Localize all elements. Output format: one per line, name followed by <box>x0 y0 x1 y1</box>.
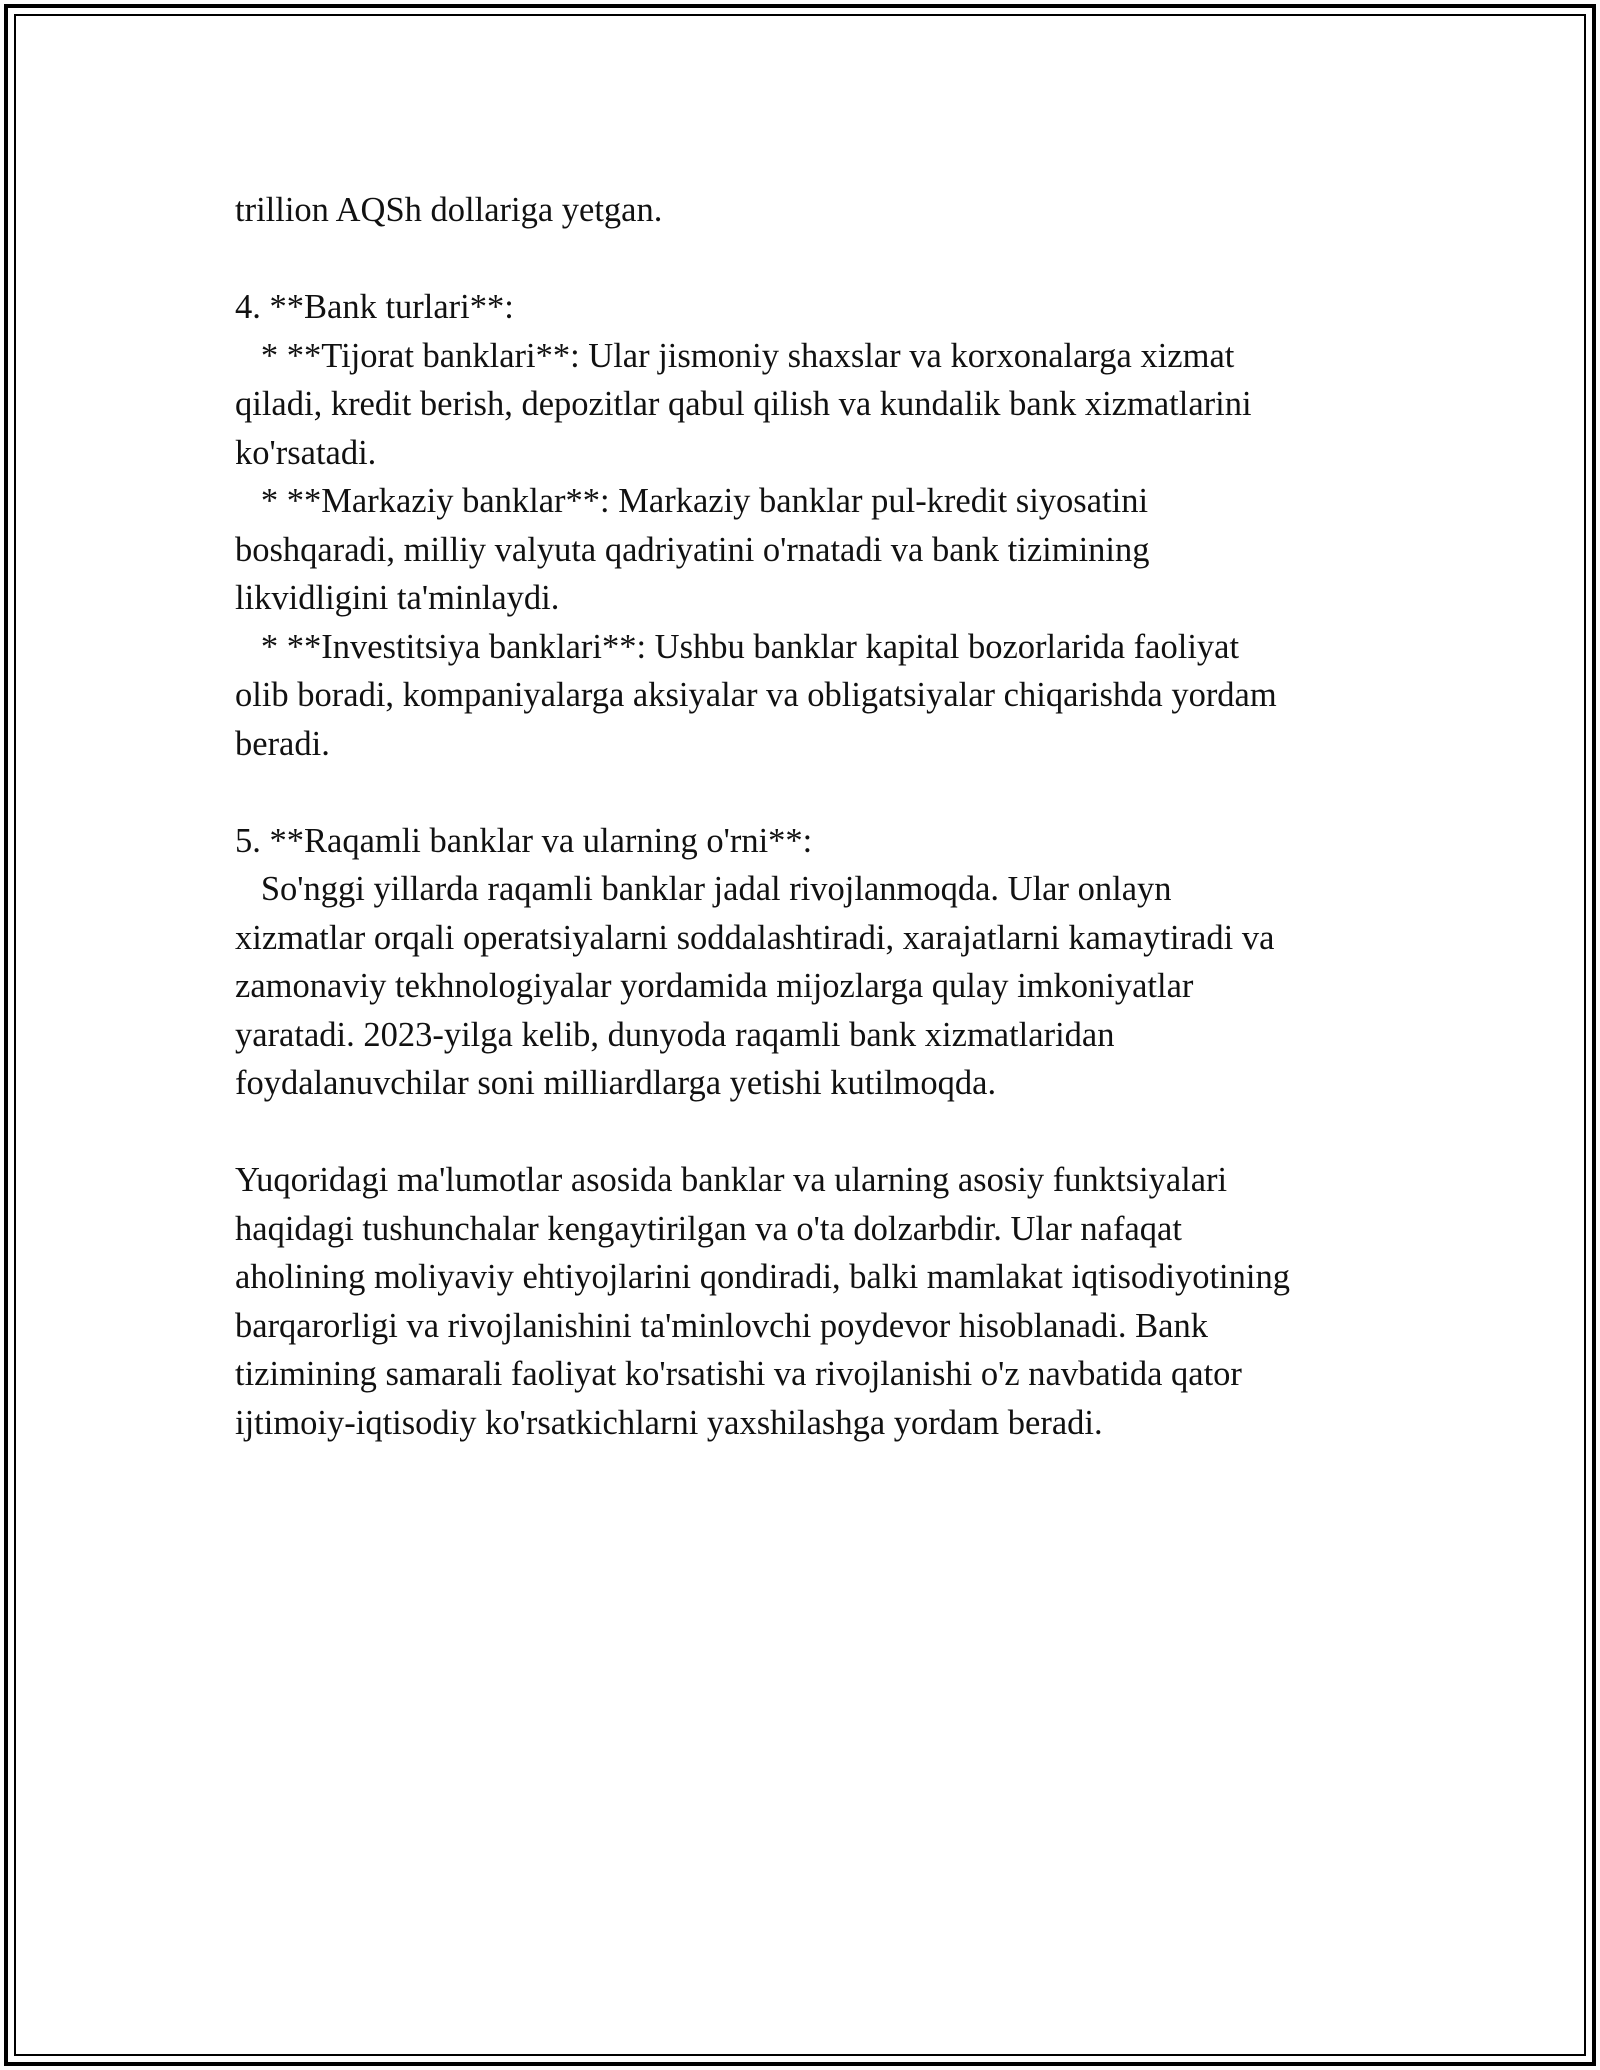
blank-line <box>235 235 1365 284</box>
text-line: Yuqoridagi ma'lumotlar asosida banklar va ularning asosiy funktsiyalari <box>235 1161 1228 1199</box>
text-line: haqidagi tushunchalar kengaytirilgan va o'ta dolzarbdir. Ular nafaqat <box>235 1209 1182 1248</box>
text-line: yaratadi. 2023-yilga kelib, dunyoda raqamli bank xizmatlaridan <box>235 1015 1115 1054</box>
text-line: ijtimoiy-iqtisodiy ko'rsatkichlarni yaxshilashga yordam beradi. <box>235 1403 1103 1442</box>
section-heading: 5. **Raqamli banklar va ularning o'rni**: <box>235 821 813 860</box>
text-line: tizimining samarali faoliyat ko'rsatishi va rivojlanishi o'z navbatida qator <box>235 1355 1242 1393</box>
text-line: foydalanuvchilar soni milliardlarga yetishi kutilmoqda. <box>235 1064 997 1102</box>
text-line: ko'rsatadi. <box>235 433 377 472</box>
text-line: boshqaradi, milliy valyuta qadriyatini o'rnatadi va bank tizimining <box>235 530 1150 569</box>
text-line: qiladi, kredit berish, depozitlar qabul qilish va kundalik bank xizmatlarini <box>235 385 1252 423</box>
text-line: aholining moliyaviy ehtiyojlarini qondiradi, balki mamlakat iqtisodiyotining <box>235 1258 1290 1296</box>
blank-line <box>235 768 1365 817</box>
text-line: zamonaviy tekhnologiyalar yordamida mijozlarga qulay imkoniyatlar <box>235 967 1194 1005</box>
text-line: So'nggi yillarda raqamli banklar jadal rivojlanmoqda. Ular onlayn <box>235 870 1172 908</box>
blank-line <box>235 1108 1365 1157</box>
text-line: beradi. <box>235 724 330 763</box>
text-line: olib boradi, kompaniyalarga aksiyalar va obligatsiyalar chiqarishda yordam <box>235 676 1277 714</box>
text-line: * **Markaziy banklar**: Markaziy banklar pul-kredit siyosatini <box>235 482 1149 520</box>
document-body <box>235 186 1365 1447</box>
text-line: trillion AQSh dollariga yetgan. <box>235 191 663 229</box>
text-line: barqarorligi va rivojlanishini ta'minlovchi poydevor hisoblanadi. Bank <box>235 1306 1208 1345</box>
text-line: likvidligini ta'minlaydi. <box>235 579 560 617</box>
text-line: xizmatlar orqali operatsiyalarni soddalashtiradi, xarajatlarni kamaytiradi va <box>235 918 1275 957</box>
section-heading: 4. **Bank turlari**: <box>235 288 514 326</box>
text-line: * **Investitsiya banklari**: Ushbu banklar kapital bozorlarida faoliyat <box>235 627 1240 666</box>
text-line: * **Tijorat banklari**: Ular jismoniy shaxslar va korxonalarga xizmat <box>235 336 1235 375</box>
